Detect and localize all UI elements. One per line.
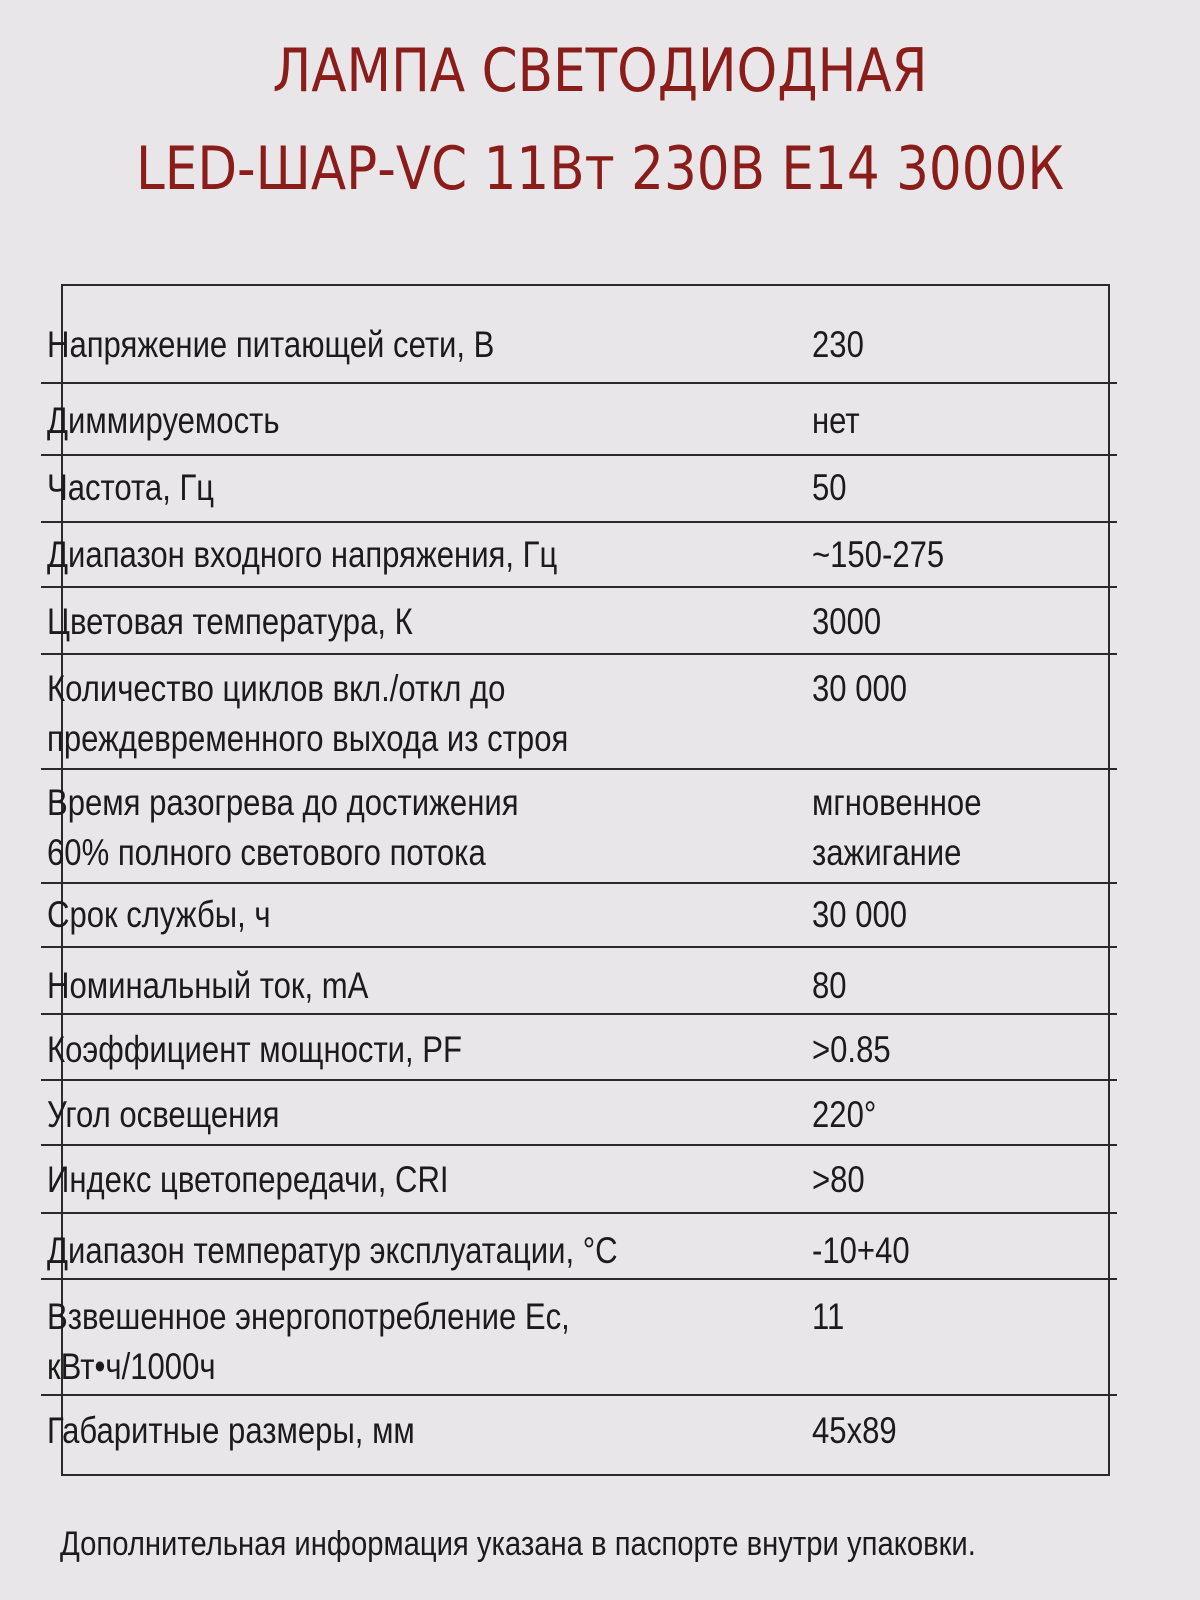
spec-value: мгновенное зажигание <box>812 782 982 873</box>
spec-row-switch-cycles <box>41 664 1117 770</box>
spec-label: Диапазон температур эксплуатации, °С <box>47 1230 618 1271</box>
spec-label: Номинальный ток, mA <box>47 965 369 1006</box>
spec-row-color-temp <box>41 597 1117 655</box>
spec-value: >0.85 <box>812 1029 891 1070</box>
spec-value: >80 <box>812 1159 865 1200</box>
spec-value: 11 <box>812 1296 845 1337</box>
spec-value: 30 000 <box>812 894 908 935</box>
spec-row-power-factor <box>41 1025 1117 1081</box>
spec-row-energy-consumption <box>41 1292 1117 1396</box>
spec-row-dimensions <box>41 1406 1117 1462</box>
spec-row-frequency <box>41 463 1117 523</box>
spec-value: 80 <box>812 965 847 1006</box>
product-title-line-1: ЛАМПА СВЕТОДИОДНАЯ <box>272 36 928 106</box>
spec-value: 50 <box>812 467 847 508</box>
spec-row-operating-temp <box>41 1226 1117 1280</box>
spec-row-voltage <box>41 320 1117 384</box>
spec-value: -10+40 <box>812 1230 910 1271</box>
spec-label: Напряжение питающей сети, В <box>47 324 495 365</box>
spec-label: Цветовая температура, К <box>47 601 413 642</box>
spec-label: Время разогрева до достижения 60% полного светового потока <box>47 782 519 873</box>
spec-row-dimmable <box>41 396 1117 456</box>
spec-label: Количество циклов вкл./откл до преждевременного выхода из строя <box>47 668 569 759</box>
spec-label: Срок службы, ч <box>47 894 271 935</box>
spec-label: Взвешенное энергопотребление Ec, кВт•ч/1000ч <box>47 1296 570 1387</box>
spec-value: 220° <box>812 1094 877 1135</box>
product-title-line-2: LED-ШАР-VC 11Вт 230В E14 3000К <box>135 134 1065 204</box>
spec-value: нет <box>812 400 860 441</box>
spec-value: 230 <box>812 324 864 365</box>
spec-row-cri <box>41 1155 1117 1214</box>
spec-row-warmup <box>41 778 1117 884</box>
spec-label: Индекс цветопередачи, CRI <box>47 1159 449 1200</box>
spec-value: 3000 <box>812 601 882 642</box>
spec-label: Диммируемость <box>47 400 280 441</box>
spec-label: Диапазон входного напряжения, Гц <box>47 534 558 575</box>
spec-row-input-range <box>41 530 1117 588</box>
spec-value: 45x89 <box>812 1410 897 1451</box>
spec-row-current <box>41 961 1117 1015</box>
spec-label: Угол освещения <box>47 1094 280 1135</box>
spec-label: Частота, Гц <box>47 467 215 508</box>
footer-note: Дополнительная информация указана в паспорте внутри упаковки. <box>60 1525 976 1563</box>
product-title <box>84 22 1116 218</box>
spec-row-beam-angle <box>41 1090 1117 1146</box>
spec-label: Коэффициент мощности, PF <box>47 1029 463 1070</box>
spec-row-lifetime <box>41 890 1117 948</box>
spec-value: 30 000 <box>812 668 908 709</box>
spec-value: ~150-275 <box>812 534 945 575</box>
spec-label: Габаритные размеры, мм <box>47 1410 415 1451</box>
